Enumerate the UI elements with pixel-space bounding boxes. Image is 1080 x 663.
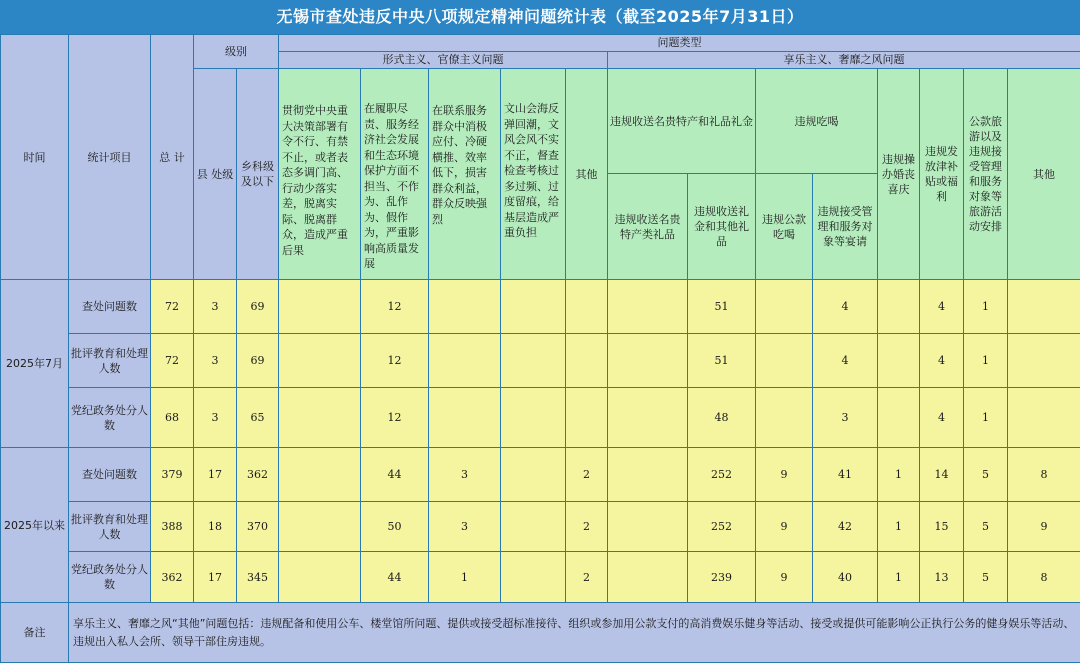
cell-travel: 1 <box>964 280 1008 334</box>
cell-travel: 5 <box>964 552 1008 603</box>
note-label: 备注 <box>1 603 69 663</box>
cell-f3 <box>429 280 501 334</box>
cell-f4 <box>501 280 566 334</box>
table-body <box>1 35 1080 663</box>
cell-gift-money: 239 <box>688 552 756 603</box>
note-text: 享乐主义、奢靡之风“其他”问题包括：违规配备和使用公车、楼堂馆所问题、提供或接受超标准接待、组织或参加用公款支付的高消费娱乐健身等活动、接受或提供可能影响公正执行公务的健身娱乐等活动、违规出入私人会所、领导干部住房违规。 <box>69 603 1080 663</box>
cell-f3: 1 <box>429 552 501 603</box>
row-item: 批评教育和处理人数 <box>69 334 151 388</box>
cell-gift-specialty <box>608 280 688 334</box>
row-item: 查处问题数 <box>69 448 151 502</box>
statistics-table <box>0 34 1080 663</box>
cell-allowance: 4 <box>920 280 964 334</box>
cell-township: 65 <box>237 388 279 448</box>
cell-f2: 50 <box>361 502 429 552</box>
header-level: 级别 <box>194 35 279 69</box>
header-hedonism-other: 其他 <box>1008 69 1080 280</box>
note-row <box>1 603 1080 663</box>
cell-gift-money: 51 <box>688 280 756 334</box>
row-time: 2025年以来 <box>1 448 69 603</box>
cell-f2: 12 <box>361 334 429 388</box>
cell-eat-banquet: 40 <box>813 552 878 603</box>
cell-township: 370 <box>237 502 279 552</box>
cell-f1 <box>279 334 361 388</box>
cell-eat-public: 9 <box>756 502 813 552</box>
cell-other <box>1008 280 1080 334</box>
row-time: 2025年7月 <box>1 280 69 448</box>
cell-gift-money: 252 <box>688 448 756 502</box>
row-item: 党纪政务处分人数 <box>69 552 151 603</box>
cell-township: 69 <box>237 280 279 334</box>
cell-f2: 12 <box>361 280 429 334</box>
cell-travel: 5 <box>964 448 1008 502</box>
cell-gift-specialty <box>608 388 688 448</box>
header-wedding: 违规操办婚丧喜庆 <box>878 69 920 280</box>
table-row <box>1 280 1080 334</box>
table-row <box>1 502 1080 552</box>
cell-allowance: 14 <box>920 448 964 502</box>
cell-f3 <box>429 388 501 448</box>
cell-gift-money: 48 <box>688 388 756 448</box>
cell-wedding: 1 <box>878 502 920 552</box>
cell-allowance: 4 <box>920 388 964 448</box>
header-hedonism: 享乐主义、奢靡之风问题 <box>608 52 1080 69</box>
cell-eat-public <box>756 280 813 334</box>
cell-f4 <box>501 502 566 552</box>
cell-eat-banquet: 4 <box>813 334 878 388</box>
cell-gift-specialty <box>608 502 688 552</box>
cell-allowance: 4 <box>920 334 964 388</box>
cell-f1 <box>279 502 361 552</box>
cell-f5: 2 <box>566 502 608 552</box>
cell-eat-banquet: 4 <box>813 280 878 334</box>
header-total: 总 计 <box>151 35 194 280</box>
cell-f4 <box>501 552 566 603</box>
cell-f5: 2 <box>566 552 608 603</box>
cell-travel: 1 <box>964 388 1008 448</box>
table-row <box>1 448 1080 502</box>
cell-other <box>1008 334 1080 388</box>
header-time: 时间 <box>1 35 69 280</box>
cell-f1 <box>279 280 361 334</box>
cell-total: 379 <box>151 448 194 502</box>
header-travel: 公款旅游以及违规接受管理和服务对象等旅游活动安排 <box>964 69 1008 280</box>
header-township: 乡科级及以下 <box>237 69 279 280</box>
row-item: 查处问题数 <box>69 280 151 334</box>
cell-total: 68 <box>151 388 194 448</box>
cell-county: 3 <box>194 280 237 334</box>
cell-wedding <box>878 280 920 334</box>
cell-wedding <box>878 388 920 448</box>
cell-county: 17 <box>194 552 237 603</box>
cell-travel: 1 <box>964 334 1008 388</box>
row-item: 党纪政务处分人数 <box>69 388 151 448</box>
header-formalism: 形式主义、官僚主义问题 <box>279 52 608 69</box>
cell-f5: 2 <box>566 448 608 502</box>
cell-total: 72 <box>151 334 194 388</box>
cell-f1 <box>279 448 361 502</box>
cell-gift-specialty <box>608 448 688 502</box>
cell-f3 <box>429 334 501 388</box>
header-gift-money: 违规收送礼金和其他礼品 <box>688 174 756 280</box>
header-county: 县 处级 <box>194 69 237 280</box>
header-f4: 文山会海反弹回潮，文风会风不实不正，督查检查考核过多过频、过度留痕，给基层造成严重负担 <box>501 69 566 280</box>
cell-township: 345 <box>237 552 279 603</box>
header-allowance: 违规发放津补贴或福利 <box>920 69 964 280</box>
cell-f4 <box>501 388 566 448</box>
cell-township: 362 <box>237 448 279 502</box>
cell-eat-banquet: 3 <box>813 388 878 448</box>
cell-other: 8 <box>1008 448 1080 502</box>
row-item: 批评教育和处理人数 <box>69 502 151 552</box>
cell-total: 72 <box>151 280 194 334</box>
cell-f1 <box>279 388 361 448</box>
cell-f3: 3 <box>429 448 501 502</box>
header-eat: 违规吃喝 <box>756 69 878 174</box>
cell-county: 3 <box>194 388 237 448</box>
cell-county: 17 <box>194 448 237 502</box>
header-f1: 贯彻党中央重大决策部署有令不行、有禁不止，或者表态多调门高、行动少落实差，脱离实际、脱离群众，造成严重后果 <box>279 69 361 280</box>
header-f5: 其他 <box>566 69 608 280</box>
header-gift-specialty: 违规收送名贵特产类礼品 <box>608 174 688 280</box>
table-row <box>1 388 1080 448</box>
table-row <box>1 334 1080 388</box>
cell-other: 9 <box>1008 502 1080 552</box>
cell-f3: 3 <box>429 502 501 552</box>
cell-county: 3 <box>194 334 237 388</box>
cell-total: 362 <box>151 552 194 603</box>
cell-f2: 44 <box>361 448 429 502</box>
header-item: 统计项目 <box>69 35 151 280</box>
cell-f2: 12 <box>361 388 429 448</box>
header-f3: 在联系服务群众中消极应付、冷硬横推、效率低下，损害群众利益，群众反映强烈 <box>429 69 501 280</box>
header-problem-type: 问题类型 <box>279 35 1080 52</box>
cell-township: 69 <box>237 334 279 388</box>
table-title: 无锡市查处违反中央八项规定精神问题统计表（截至2025年7月31日） <box>0 0 1080 34</box>
cell-f4 <box>501 334 566 388</box>
cell-eat-public <box>756 334 813 388</box>
cell-travel: 5 <box>964 502 1008 552</box>
cell-eat-banquet: 41 <box>813 448 878 502</box>
cell-county: 18 <box>194 502 237 552</box>
cell-f2: 44 <box>361 552 429 603</box>
cell-gift-specialty <box>608 552 688 603</box>
cell-eat-public: 9 <box>756 552 813 603</box>
header-eat-public: 违规公款吃喝 <box>756 174 813 280</box>
cell-gift-money: 51 <box>688 334 756 388</box>
cell-allowance: 15 <box>920 502 964 552</box>
cell-wedding: 1 <box>878 448 920 502</box>
cell-eat-public <box>756 388 813 448</box>
cell-f1 <box>279 552 361 603</box>
cell-gift-money: 252 <box>688 502 756 552</box>
cell-f5 <box>566 388 608 448</box>
header-gift: 违规收送名贵特产和礼品礼金 <box>608 69 756 174</box>
cell-wedding: 1 <box>878 552 920 603</box>
header-f2: 在履职尽责、服务经济社会发展和生态环境保护方面不担当、不作为、乱作为、假作为，严重影响高质量发展 <box>361 69 429 280</box>
cell-total: 388 <box>151 502 194 552</box>
cell-f5 <box>566 334 608 388</box>
cell-other <box>1008 388 1080 448</box>
cell-eat-public: 9 <box>756 448 813 502</box>
cell-eat-banquet: 42 <box>813 502 878 552</box>
cell-f5 <box>566 280 608 334</box>
table-row <box>1 552 1080 603</box>
cell-other: 8 <box>1008 552 1080 603</box>
header-eat-banquet: 违规接受管理和服务对象等宴请 <box>813 174 878 280</box>
cell-gift-specialty <box>608 334 688 388</box>
cell-wedding <box>878 334 920 388</box>
cell-allowance: 13 <box>920 552 964 603</box>
cell-f4 <box>501 448 566 502</box>
